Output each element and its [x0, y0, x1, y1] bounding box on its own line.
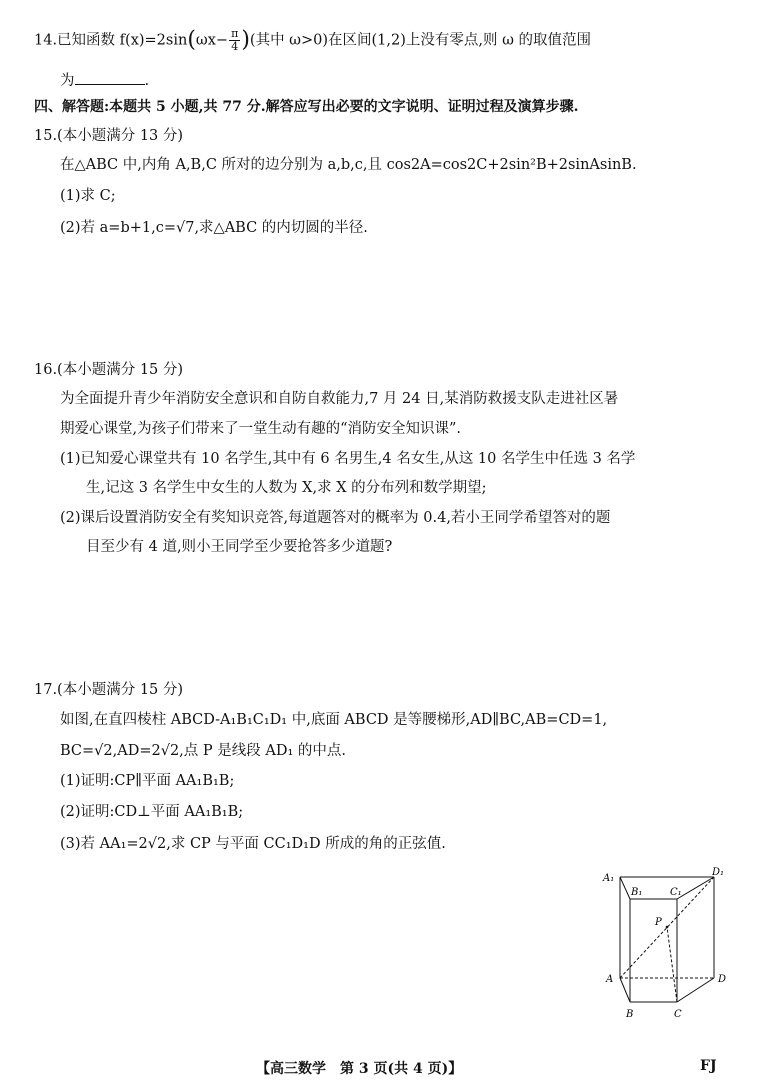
- label-P: P: [655, 917, 662, 928]
- q14-line2-pre: 为: [60, 73, 75, 89]
- q16-part2-line1: (2)课后设置消防安全有奖知识竞答,每道题答对的概率为 0.4,若小王同学希望答对的题: [60, 510, 611, 526]
- q15-part1: (1)求 C;: [60, 188, 116, 204]
- q16-part2-line2: 目至少有 4 道,则小王同学至少要抢答多少道题?: [86, 539, 393, 555]
- label-B1: B₁: [631, 887, 643, 898]
- q14-text-post: (其中 ω>0)在区间(1,2)上没有零点,则 ω 的取值范围: [249, 32, 592, 49]
- footer-page-info: 【高三数学 第 3 页(共 4 页)】: [256, 1061, 463, 1077]
- label-A1: A₁: [603, 873, 615, 884]
- q16-stem-line2: 期爱心课堂,为孩子们带来了一堂生动有趣的“消防安全知识课”.: [60, 421, 462, 437]
- label-C: C: [674, 1009, 682, 1020]
- q14-paren-open: (: [187, 27, 196, 53]
- q14-frac-den: 4: [231, 40, 239, 53]
- q17-part2: (2)证明:CD⊥平面 AA₁B₁B;: [60, 804, 244, 820]
- q16-part1-line1: (1)已知爱心课堂共有 10 名学生,其中有 6 名男生,4 名女生,从这 10 名学生中任选 3 名学: [60, 451, 636, 467]
- q14-paren-close: ): [241, 27, 250, 53]
- edge-A1-B1: [620, 877, 630, 899]
- q14-fraction: [229, 28, 240, 53]
- q14-line2-post: .: [144, 73, 150, 89]
- edge-A-B: [620, 978, 630, 1002]
- edge-C1-D1: [677, 877, 714, 899]
- q16-part1-line2: 生,记这 3 名学生中女生的人数为 X,求 X 的分布列和数学期望;: [86, 480, 487, 496]
- q14-text-pre: 14.已知函数 f(x)=2sin: [34, 32, 188, 49]
- q16-header: 16.(本小题满分 15 分): [34, 362, 184, 378]
- q14-line1: [34, 28, 591, 53]
- q14-line2: [60, 70, 149, 91]
- q15-stem: 在△ABC 中,内角 A,B,C 所对的边分别为 a,b,c,且 cos2A=cos2C+2sin²B+2sinAsinB.: [60, 157, 637, 173]
- q17-part3: (3)若 AA₁=2√2,求 CP 与平面 CC₁D₁D 所成的角的正弦值.: [60, 836, 446, 852]
- point-P: [666, 926, 669, 929]
- q14-answer-blank: [75, 70, 145, 85]
- label-D: D: [718, 974, 727, 985]
- q14-frac-num: π: [231, 27, 239, 40]
- q14-omega: ωx−: [195, 32, 229, 49]
- prism-figure: [600, 865, 740, 1025]
- q16-stem-line1: 为全面提升青少年消防安全意识和自防自救能力,7 月 24 日,某消防救援支队走进社区暑: [60, 391, 619, 407]
- q15-part2: (2)若 a=b+1,c=√7,求△ABC 的内切圆的半径.: [60, 220, 368, 236]
- q17-stem-line2: BC=√2,AD=2√2,点 P 是线段 AD₁ 的中点.: [60, 743, 346, 759]
- label-C1: C₁: [670, 887, 682, 898]
- q17-stem-line1: 如图,在直四棱柱 ABCD-A₁B₁C₁D₁ 中,底面 ABCD 是等腰梯形,AD∥BC,AB=CD=1,: [60, 712, 608, 728]
- edge-C-D: [677, 978, 714, 1002]
- segment-C-P: [667, 927, 677, 1002]
- footer-code: FJ: [700, 1058, 717, 1074]
- label-B: B: [626, 1009, 634, 1020]
- label-D1: D₁: [712, 867, 725, 878]
- q17-part1: (1)证明:CP∥平面 AA₁B₁B;: [60, 773, 235, 789]
- label-A: A: [606, 974, 614, 985]
- q15-header: 15.(本小题满分 13 分): [34, 128, 184, 144]
- q17-header: 17.(本小题满分 15 分): [34, 682, 184, 698]
- section4-heading: 四、解答题:本题共 5 小题,共 77 分.解答应写出必要的文字说明、证明过程及演算步骤.: [34, 99, 579, 115]
